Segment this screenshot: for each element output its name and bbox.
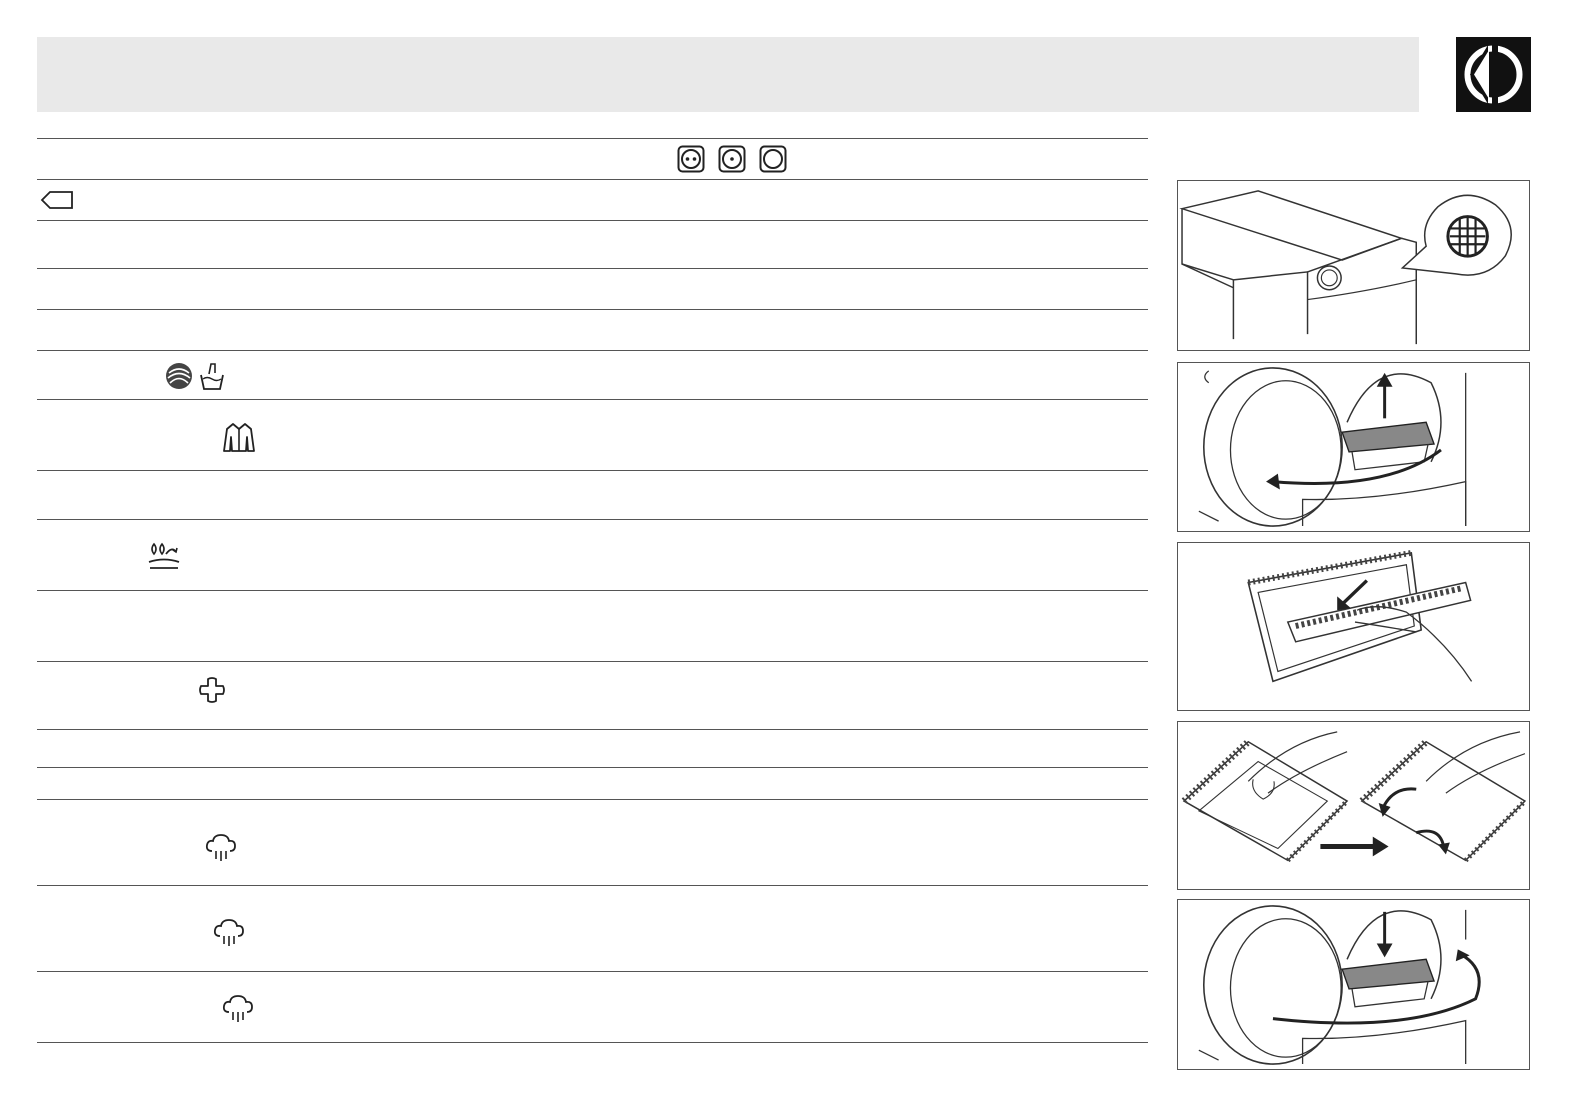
table-rule bbox=[37, 350, 1148, 351]
table-rule bbox=[37, 268, 1148, 269]
table-rule bbox=[37, 729, 1148, 730]
dry-two-dots-icon bbox=[677, 145, 705, 173]
electrolux-logo bbox=[1456, 37, 1531, 112]
steam-icon bbox=[212, 918, 246, 948]
open-filter-figure bbox=[1177, 542, 1530, 711]
jacket-icon bbox=[221, 421, 257, 455]
table-rule bbox=[37, 971, 1148, 972]
table-rule bbox=[37, 590, 1148, 591]
dry-no-dot-icon bbox=[759, 145, 787, 173]
table-rule bbox=[37, 519, 1148, 520]
table-rule bbox=[37, 799, 1148, 800]
tag-icon bbox=[40, 190, 74, 210]
wool-icon bbox=[164, 361, 194, 391]
open-door-remove-filter-figure bbox=[1177, 362, 1530, 532]
dryer-top-filter-figure bbox=[1177, 180, 1530, 351]
table-rule bbox=[37, 138, 1148, 139]
table-rule bbox=[37, 179, 1148, 180]
table-rule bbox=[37, 885, 1148, 886]
table-rule bbox=[37, 220, 1148, 221]
table-rule bbox=[37, 661, 1148, 662]
reinsert-filter-figure bbox=[1177, 899, 1530, 1070]
table-rule bbox=[37, 399, 1148, 400]
table-rule bbox=[37, 309, 1148, 310]
hand-wash-icon bbox=[199, 361, 225, 391]
steam-icon bbox=[204, 833, 238, 863]
table-rule bbox=[37, 1042, 1148, 1043]
drying-rack-icon bbox=[146, 540, 182, 572]
table-rule bbox=[37, 470, 1148, 471]
header-bar bbox=[37, 37, 1419, 112]
clean-filter-figure bbox=[1177, 721, 1530, 890]
table-rule bbox=[37, 767, 1148, 768]
cross-icon bbox=[198, 676, 226, 704]
dry-one-dot-icon bbox=[718, 145, 746, 173]
steam-icon bbox=[221, 994, 255, 1024]
